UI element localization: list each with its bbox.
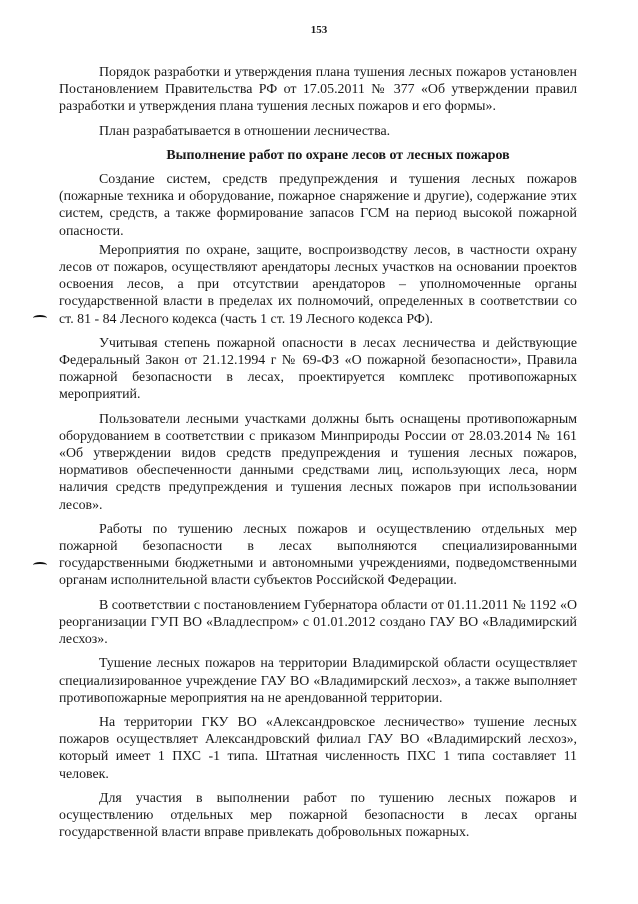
paragraph: На территории ГКУ ВО «Александровское лесничество» тушение лесных пожаров осуществляет Александровский филиал ГАУ ВО «Владимирский лесхоз», который имеет 1 ПХС -1 типа. Штатная численность ПХС 1 типа составляет 11 человек. <box>59 714 577 782</box>
paragraph: Работы по тушению лесных пожаров и осуществлению отдельных мер пожарной безопасности в лесах выполняются специализированными государственными бюджетными и автономными учреждениями, подведомственными органам исполнительной власти субъектов Российской Федерации. <box>59 521 577 589</box>
paragraph: Пользователи лесными участками должны быть оснащены противопожарным оборудованием в соответствии с приказом Минприроды России от 28.03.2014 № 161 «Об утверждении видов средств предупреждения и тушения лесных пожаров, нормативов обеспеченности данными средствами лиц, использующих леса, норм наличия средств предупреждения и тушения лесных пожаров при использовании лесов». <box>59 411 577 513</box>
section-heading: Выполнение работ по охране лесов от лесных пожаров <box>166 147 510 163</box>
paragraph: Создание систем, средств предупреждения и тушения лесных пожаров (пожарные техника и оборудование, пожарное снаряжение и другие), содержание этих систем, средств, а также формирование запасов ГСМ на период высокой пожарной опасности. <box>59 172 577 239</box>
paragraph: Порядок разработки и утверждения плана тушения лесных пожаров установлен Постановлением Правительства РФ от 17.05.2011 № 377 «Об утверждении правил разработки и утверждения плана тушения лесных пожаров и его формы». <box>59 65 577 115</box>
paragraph: Мероприятия по охране, защите, воспроизводству лесов, в частности охрану лесов от пожаров, осуществляют арендаторы лесных участков на основании проектов освоения лесов, а при отсутствии арендаторов – уполномоченные органы государственной власти в пределах их полномочий, определенных в соответствии со ст. 81 - 84 Лесного кодекса (часть 1 ст. 19 Лесного кодекса РФ). <box>59 242 577 327</box>
paragraph: План разрабатывается в отношении лесничества. <box>99 123 391 139</box>
page-number: 153 <box>310 24 328 36</box>
document-body <box>59 64 577 848</box>
margin-mark <box>33 315 47 321</box>
paragraph: Тушение лесных пожаров на территории Владимирской области осуществляет специализированное учреждение ГАУ ВО «Владимирский лесхоз», а также выполняет противопожарные мероприятия на не арендованной территории. <box>59 656 577 706</box>
paragraph: В соответствии с постановлением Губернатора области от 01.11.2011 № 1192 «О реорганизации ГУП ВО «Владлеспром» с 01.01.2012 создано ГАУ ВО «Владимирский лесхоз». <box>59 597 577 648</box>
paragraph: Для участия в выполнении работ по тушению лесных пожаров и осуществлению отдельных мер пожарной безопасности в лесах органы государственной власти вправе привлекать добровольных пожарных. <box>59 790 577 841</box>
paragraph: Учитывая степень пожарной опасности в лесах лесничества и действующие Федеральный Закон от 21.12.1994 г № 69-ФЗ «О пожарной безопасности», Правила пожарной безопасности в лесах, проектируется комплекс противопожарных мероприятий. <box>59 335 577 403</box>
margin-mark <box>33 562 47 568</box>
